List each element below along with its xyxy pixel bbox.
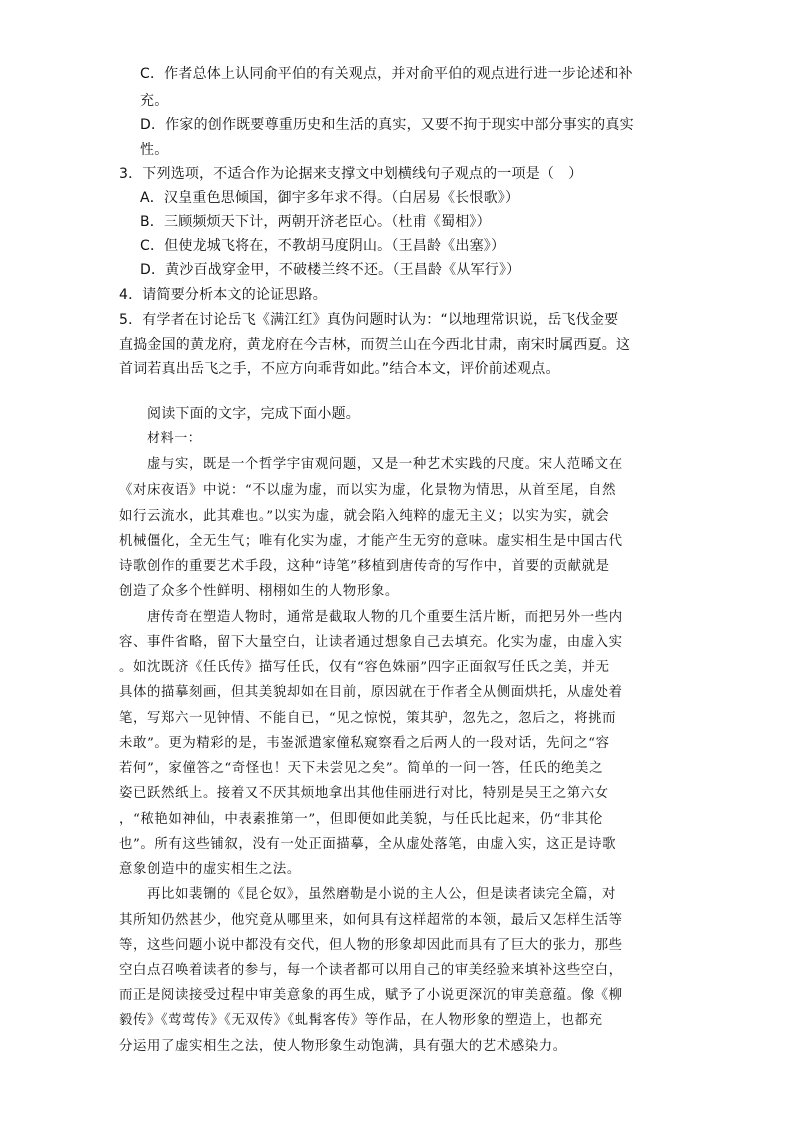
q5-line3: 首词若真出岳飞之手，不应方向乖背如此。”结合本文，评价前述观点。 <box>119 361 560 377</box>
p1-line: 诗歌创作的重要艺术手段，这种“诗笔”移植到唐传奇的写作中，首要的贡献就是 <box>119 559 610 574</box>
p3-line: 毅传》《莺莺传》《无双传》《虬髯客传》等作品，在人物形象的塑造上，也都充 <box>119 1013 603 1028</box>
p2-line: 若何”，家僮答之“奇怪也！天下未尝见之矣”。简单的一问一答，任氏的绝美之 <box>119 761 604 776</box>
p3-line: 而正是阅读接受过程中审美意象的再生成，赋予了小说更深沉的审美意蕴。像《柳 <box>119 988 623 1003</box>
p3-line: 再比如裴铏的《昆仑奴》，虽然磨勒是小说的主人公，但是读者读完全篇，对 <box>147 887 616 902</box>
q5-line1: 5．有学者在讨论岳飞《满江红》真伪问题时认为：“以地理常识说，岳飞伐金要 <box>119 312 619 328</box>
p3-line: 分运用了虚实相生之法，使人物形象生动饱满，具有强大的艺术感染力。 <box>119 1039 567 1054</box>
q3-option-d: D．黄沙百战穿金甲，不破楼兰终不还。（王昌龄《从军行》） <box>140 262 521 278</box>
p1-line: 虚与实，既是一个哲学宇宙观问题，又是一种艺术实践的尺度。宋人范晞文在 <box>147 457 623 472</box>
p2-line: 意象创造中的虚实相生之法。 <box>119 862 301 877</box>
p2-line: 唐传奇在塑造人物时，通常是截取人物的几个重要生活片断，而把另外一些内 <box>147 610 623 625</box>
q5-line2: 直捣金国的黄龙府，黄龙府在今吉林，而贺兰山在今西北甘肃，南宋时属西夏。这 <box>119 337 631 353</box>
p2-line: ，“秾艳如神仙，中表素推第一”，但即便如此美貌，与任氏比起来，仍“非其伦 <box>119 812 604 827</box>
q3-option-c: C．但使龙城飞将在，不教胡马度阴山。（王昌龄《出塞》） <box>140 238 506 254</box>
q4-stem: 4．请简要分析本文的论证思路。 <box>119 287 327 303</box>
reading-instruction: 阅读下面的文字，完成下面小题。 <box>147 406 360 422</box>
p2-line: 具体的描摹刻画，但其美貌却如在目前，原因就在于作者全从侧面烘托，从虚处着 <box>119 685 623 700</box>
p2-line: 姿已跃然纸上。接着又不厌其烦地拿出其他佳丽进行对比，特别是吴王之第六女 <box>119 786 609 801</box>
p2-line: 也”。所有这些铺叙，没有一处正面描摹，全从虚处落笔，由虚入实，这正是诗歌 <box>119 837 617 852</box>
q2-option-c-line1: C．作者总体上认同俞平伯的有关观点，并对俞平伯的观点进行进一步论述和补 <box>140 66 633 82</box>
p1-line: 机械僵化，全无生气；唯有化实为虚，才能产生无穷的意味。虚实相生是中国古代 <box>119 534 623 549</box>
p2-line: 。如沈既济《任氏传》描写任氏，仅有“容色姝丽”四字正面叙写任氏之美，并无 <box>119 660 610 675</box>
p1-line: 《对床夜语》中说：“不以虚为虚，而以实为虚，化景物为情思，从首至尾，自然 <box>119 483 617 498</box>
p1-line: 创造了众多个性鲜明、栩栩如生的人物形象。 <box>119 584 399 599</box>
q2-option-c-line2: 充。 <box>140 93 169 109</box>
p2-line: 容、事件省略，留下大量空白，让读者通过想象自己去填充。化实为虚，由虚入实 <box>119 635 623 650</box>
p2-line: 未敢”。更为精彩的是，韦崟派遣家僮私窥察看之后两人的一段对话，先问之“容 <box>119 736 610 751</box>
q3-stem: 3．下列选项，不适合作为论据来支撑文中划横线句子观点的一项是（ ） <box>119 166 583 182</box>
p2-line: 笔，写郑六一见钟情、不能自已，“见之惊悦，策其驴，忽先之，忽后之，将挑而 <box>119 711 617 726</box>
p1-line: 如行云流水，此其难也。”以实为虚，就会陷入纯粹的虚无主义；以实为实，就会 <box>119 509 610 524</box>
q3-option-b: B．三顾频烦天下计，两朝开济老臣心。（杜甫《蜀相》） <box>140 214 491 230</box>
p3-line: 其所知仍然甚少，他究竟从哪里来，如何具有这样超常的本领，最后又怎样生活等 <box>119 913 623 928</box>
p3-line: 空白点召唤着读者的参与，每一个读者都可以用自己的审美经验来填补这些空白， <box>119 963 623 978</box>
p3-line: 等，这些问题小说中都没有交代，但人物的形象却因此而具有了巨大的张力，那些 <box>119 938 623 953</box>
q2-option-d-line2: 性。 <box>140 142 169 158</box>
material-label: 材料一： <box>147 431 202 446</box>
q3-option-a: A．汉皇重色思倾国，御宇多年求不得。（白居易《长恨歌》） <box>140 190 520 206</box>
q2-option-d-line1: D．作家的创作既要尊重历史和生活的真实，又要不拘于现实中部分事实的真实 <box>140 117 634 133</box>
